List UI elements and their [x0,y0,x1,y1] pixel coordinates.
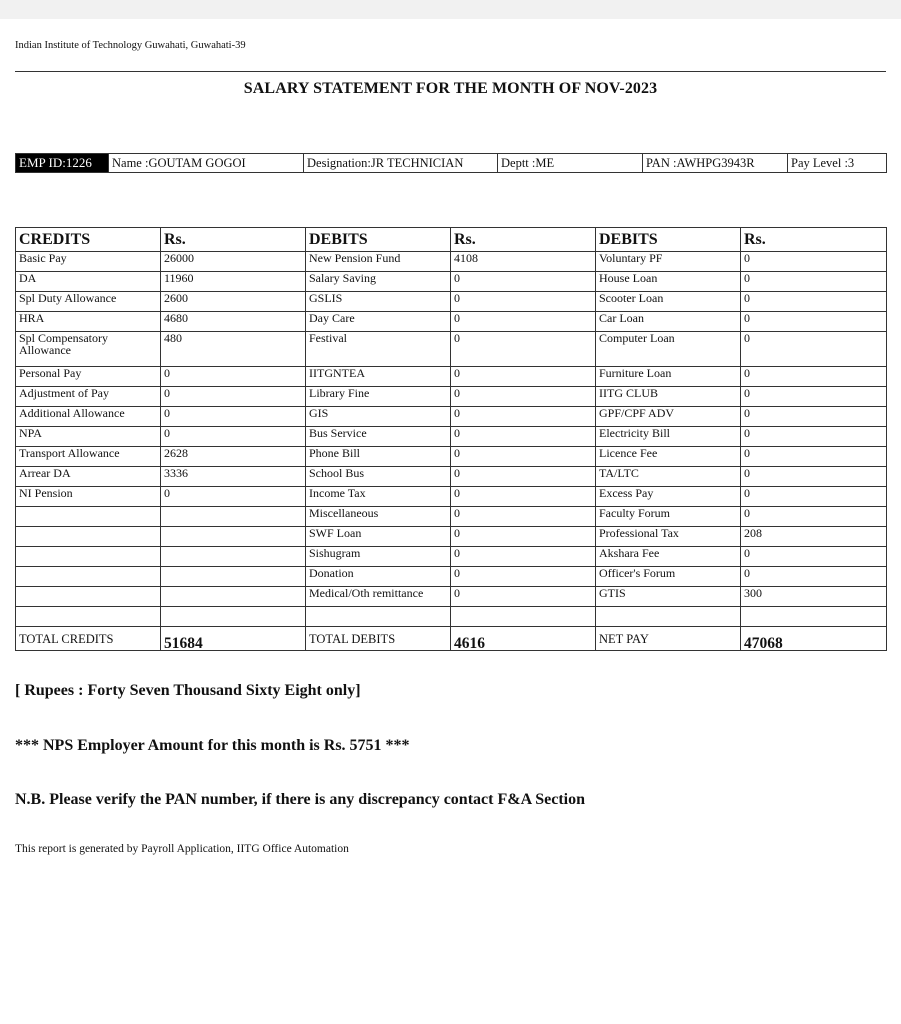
emp-id: EMP ID:1226 [16,154,109,173]
credit-amount: 0 [161,367,306,387]
debit2-amount [741,607,887,627]
debit-item: School Bus [306,467,451,487]
debit2-amount: 0 [741,332,887,367]
debit2-amount: 0 [741,367,887,387]
net-pay-value: 47068 [741,627,887,651]
debits2-rs-header: Rs. [741,228,887,252]
debit2-amount: 0 [741,252,887,272]
total-debits-value: 4616 [451,627,596,651]
table-row [16,587,887,607]
credit-item: DA [16,272,161,292]
debit-amount: 0 [451,272,596,292]
report-footer: This report is generated by Payroll Application, IITG Office Automation [15,843,349,855]
debits-rs-header: Rs. [451,228,596,252]
table-row [16,567,887,587]
debit2-item: Licence Fee [596,447,741,467]
debit-amount: 0 [451,507,596,527]
debits2-header: DEBITS [596,228,741,252]
debit-amount: 0 [451,547,596,567]
credit-amount: 2628 [161,447,306,467]
debit-amount: 0 [451,447,596,467]
debit2-item: GPF/CPF ADV [596,407,741,427]
net-pay-label: NET PAY [596,627,741,651]
debit-item: IITGNTEA [306,367,451,387]
debit-item: GSLIS [306,292,451,312]
debit2-amount: 0 [741,547,887,567]
debit2-amount: 0 [741,387,887,407]
credit-amount [161,607,306,627]
salary-header-row [16,228,887,252]
employee-pan: PAN :AWHPG3943R [643,154,788,173]
debit2-item: Akshara Fee [596,547,741,567]
credit-amount [161,587,306,607]
total-debits-label: TOTAL DEBITS [306,627,451,651]
credits-rs-header: Rs. [161,228,306,252]
debit-amount: 0 [451,332,596,367]
debit2-item: Computer Loan [596,332,741,367]
debit2-item: Officer's Forum [596,567,741,587]
credit-amount: 0 [161,427,306,447]
employee-info-row [16,154,887,173]
table-row [16,607,887,627]
debit2-item: TA/LTC [596,467,741,487]
credit-item [16,547,161,567]
table-row [16,272,887,292]
total-credits-label: TOTAL CREDITS [16,627,161,651]
debit2-item [596,607,741,627]
debit2-amount: 0 [741,507,887,527]
debit-item: Medical/Oth remittance [306,587,451,607]
pan-verification-note: N.B. Please verify the PAN number, if there is any discrepancy contact F&A Section [15,791,586,808]
debit-item: Donation [306,567,451,587]
debit-amount: 0 [451,587,596,607]
debit-amount: 0 [451,387,596,407]
debit-item: SWF Loan [306,527,451,547]
top-bar [0,0,901,19]
debit-amount: 0 [451,487,596,507]
debit-item: Salary Saving [306,272,451,292]
credit-item [16,587,161,607]
credit-amount: 3336 [161,467,306,487]
credit-item [16,527,161,547]
debit-amount: 0 [451,567,596,587]
debit-amount: 0 [451,427,596,447]
credit-item: Additional Allowance [16,407,161,427]
table-row [16,252,887,272]
table-row [16,387,887,407]
credit-amount: 0 [161,487,306,507]
employee-pay-level: Pay Level :3 [788,154,887,173]
debit-item: Sishugram [306,547,451,567]
employee-info-table [15,153,887,173]
total-credits-value: 51684 [161,627,306,651]
credit-item: Transport Allowance [16,447,161,467]
table-row [16,292,887,312]
debit-item: Miscellaneous [306,507,451,527]
debit2-amount: 0 [741,312,887,332]
debit-item [306,607,451,627]
debit2-item: Car Loan [596,312,741,332]
debit-item: GIS [306,407,451,427]
credit-amount: 11960 [161,272,306,292]
debit-amount [451,607,596,627]
debit-amount: 0 [451,292,596,312]
debit2-amount: 0 [741,272,887,292]
credit-amount [161,567,306,587]
debit-item: Phone Bill [306,447,451,467]
debit2-item: Voluntary PF [596,252,741,272]
debit-amount: 0 [451,367,596,387]
credit-amount [161,507,306,527]
debit2-amount: 0 [741,427,887,447]
employee-designation: Designation:JR TECHNICIAN [304,154,498,173]
table-row [16,467,887,487]
debit2-amount: 300 [741,587,887,607]
credit-item: Basic Pay [16,252,161,272]
header-divider [15,71,886,72]
debit2-item: House Loan [596,272,741,292]
debit2-amount: 0 [741,292,887,312]
debit2-amount: 0 [741,407,887,427]
credits-header: CREDITS [16,228,161,252]
debit2-amount: 0 [741,447,887,467]
table-row [16,407,887,427]
debit-item: New Pension Fund [306,252,451,272]
credit-item [16,607,161,627]
credit-amount [161,527,306,547]
totals-row [16,627,887,651]
debit2-item: Furniture Loan [596,367,741,387]
credit-item [16,567,161,587]
salary-table [15,227,887,651]
credit-item: HRA [16,312,161,332]
debit2-item: Electricity Bill [596,427,741,447]
debit2-item: Faculty Forum [596,507,741,527]
table-row [16,527,887,547]
debit-amount: 0 [451,467,596,487]
debit2-amount: 208 [741,527,887,547]
debit2-item: GTIS [596,587,741,607]
table-row [16,487,887,507]
table-row [16,547,887,567]
debit2-amount: 0 [741,487,887,507]
credit-item: Spl Compensatory Allowance [16,332,161,367]
debit-item: Income Tax [306,487,451,507]
employee-name: Name :GOUTAM GOGOI [109,154,304,173]
table-row [16,447,887,467]
debit-amount: 0 [451,527,596,547]
credit-item: Spl Duty Allowance [16,292,161,312]
table-row [16,312,887,332]
credit-item: Adjustment of Pay [16,387,161,407]
amount-in-words: [ Rupees : Forty Seven Thousand Sixty Eight only] [15,682,361,699]
employee-dept: Deptt :ME [498,154,643,173]
debit2-amount: 0 [741,467,887,487]
credit-amount: 0 [161,387,306,407]
debit-amount: 0 [451,312,596,332]
credit-item: NI Pension [16,487,161,507]
debit2-item: Professional Tax [596,527,741,547]
table-row [16,507,887,527]
debit-item: Day Care [306,312,451,332]
credit-item: Arrear DA [16,467,161,487]
table-row [16,427,887,447]
statement-title: SALARY STATEMENT FOR THE MONTH OF NOV-2023 [243,80,658,97]
nps-employer-note: *** NPS Employer Amount for this month is Rs. 5751 *** [15,737,410,754]
table-row [16,367,887,387]
table-row [16,332,887,367]
debits-header: DEBITS [306,228,451,252]
credit-item: Personal Pay [16,367,161,387]
debit-amount: 4108 [451,252,596,272]
debit2-item: IITG CLUB [596,387,741,407]
debit2-amount: 0 [741,567,887,587]
debit-item: Festival [306,332,451,367]
institute-name: Indian Institute of Technology Guwahati, Guwahati-39 [15,40,246,51]
debit2-item: Excess Pay [596,487,741,507]
credit-item [16,507,161,527]
debit-item: Bus Service [306,427,451,447]
credit-amount: 0 [161,407,306,427]
credit-amount: 26000 [161,252,306,272]
credit-amount [161,547,306,567]
credit-item: NPA [16,427,161,447]
credit-amount: 480 [161,332,306,367]
credit-amount: 2600 [161,292,306,312]
debit-item: Library Fine [306,387,451,407]
credit-amount: 4680 [161,312,306,332]
debit2-item: Scooter Loan [596,292,741,312]
debit-amount: 0 [451,407,596,427]
